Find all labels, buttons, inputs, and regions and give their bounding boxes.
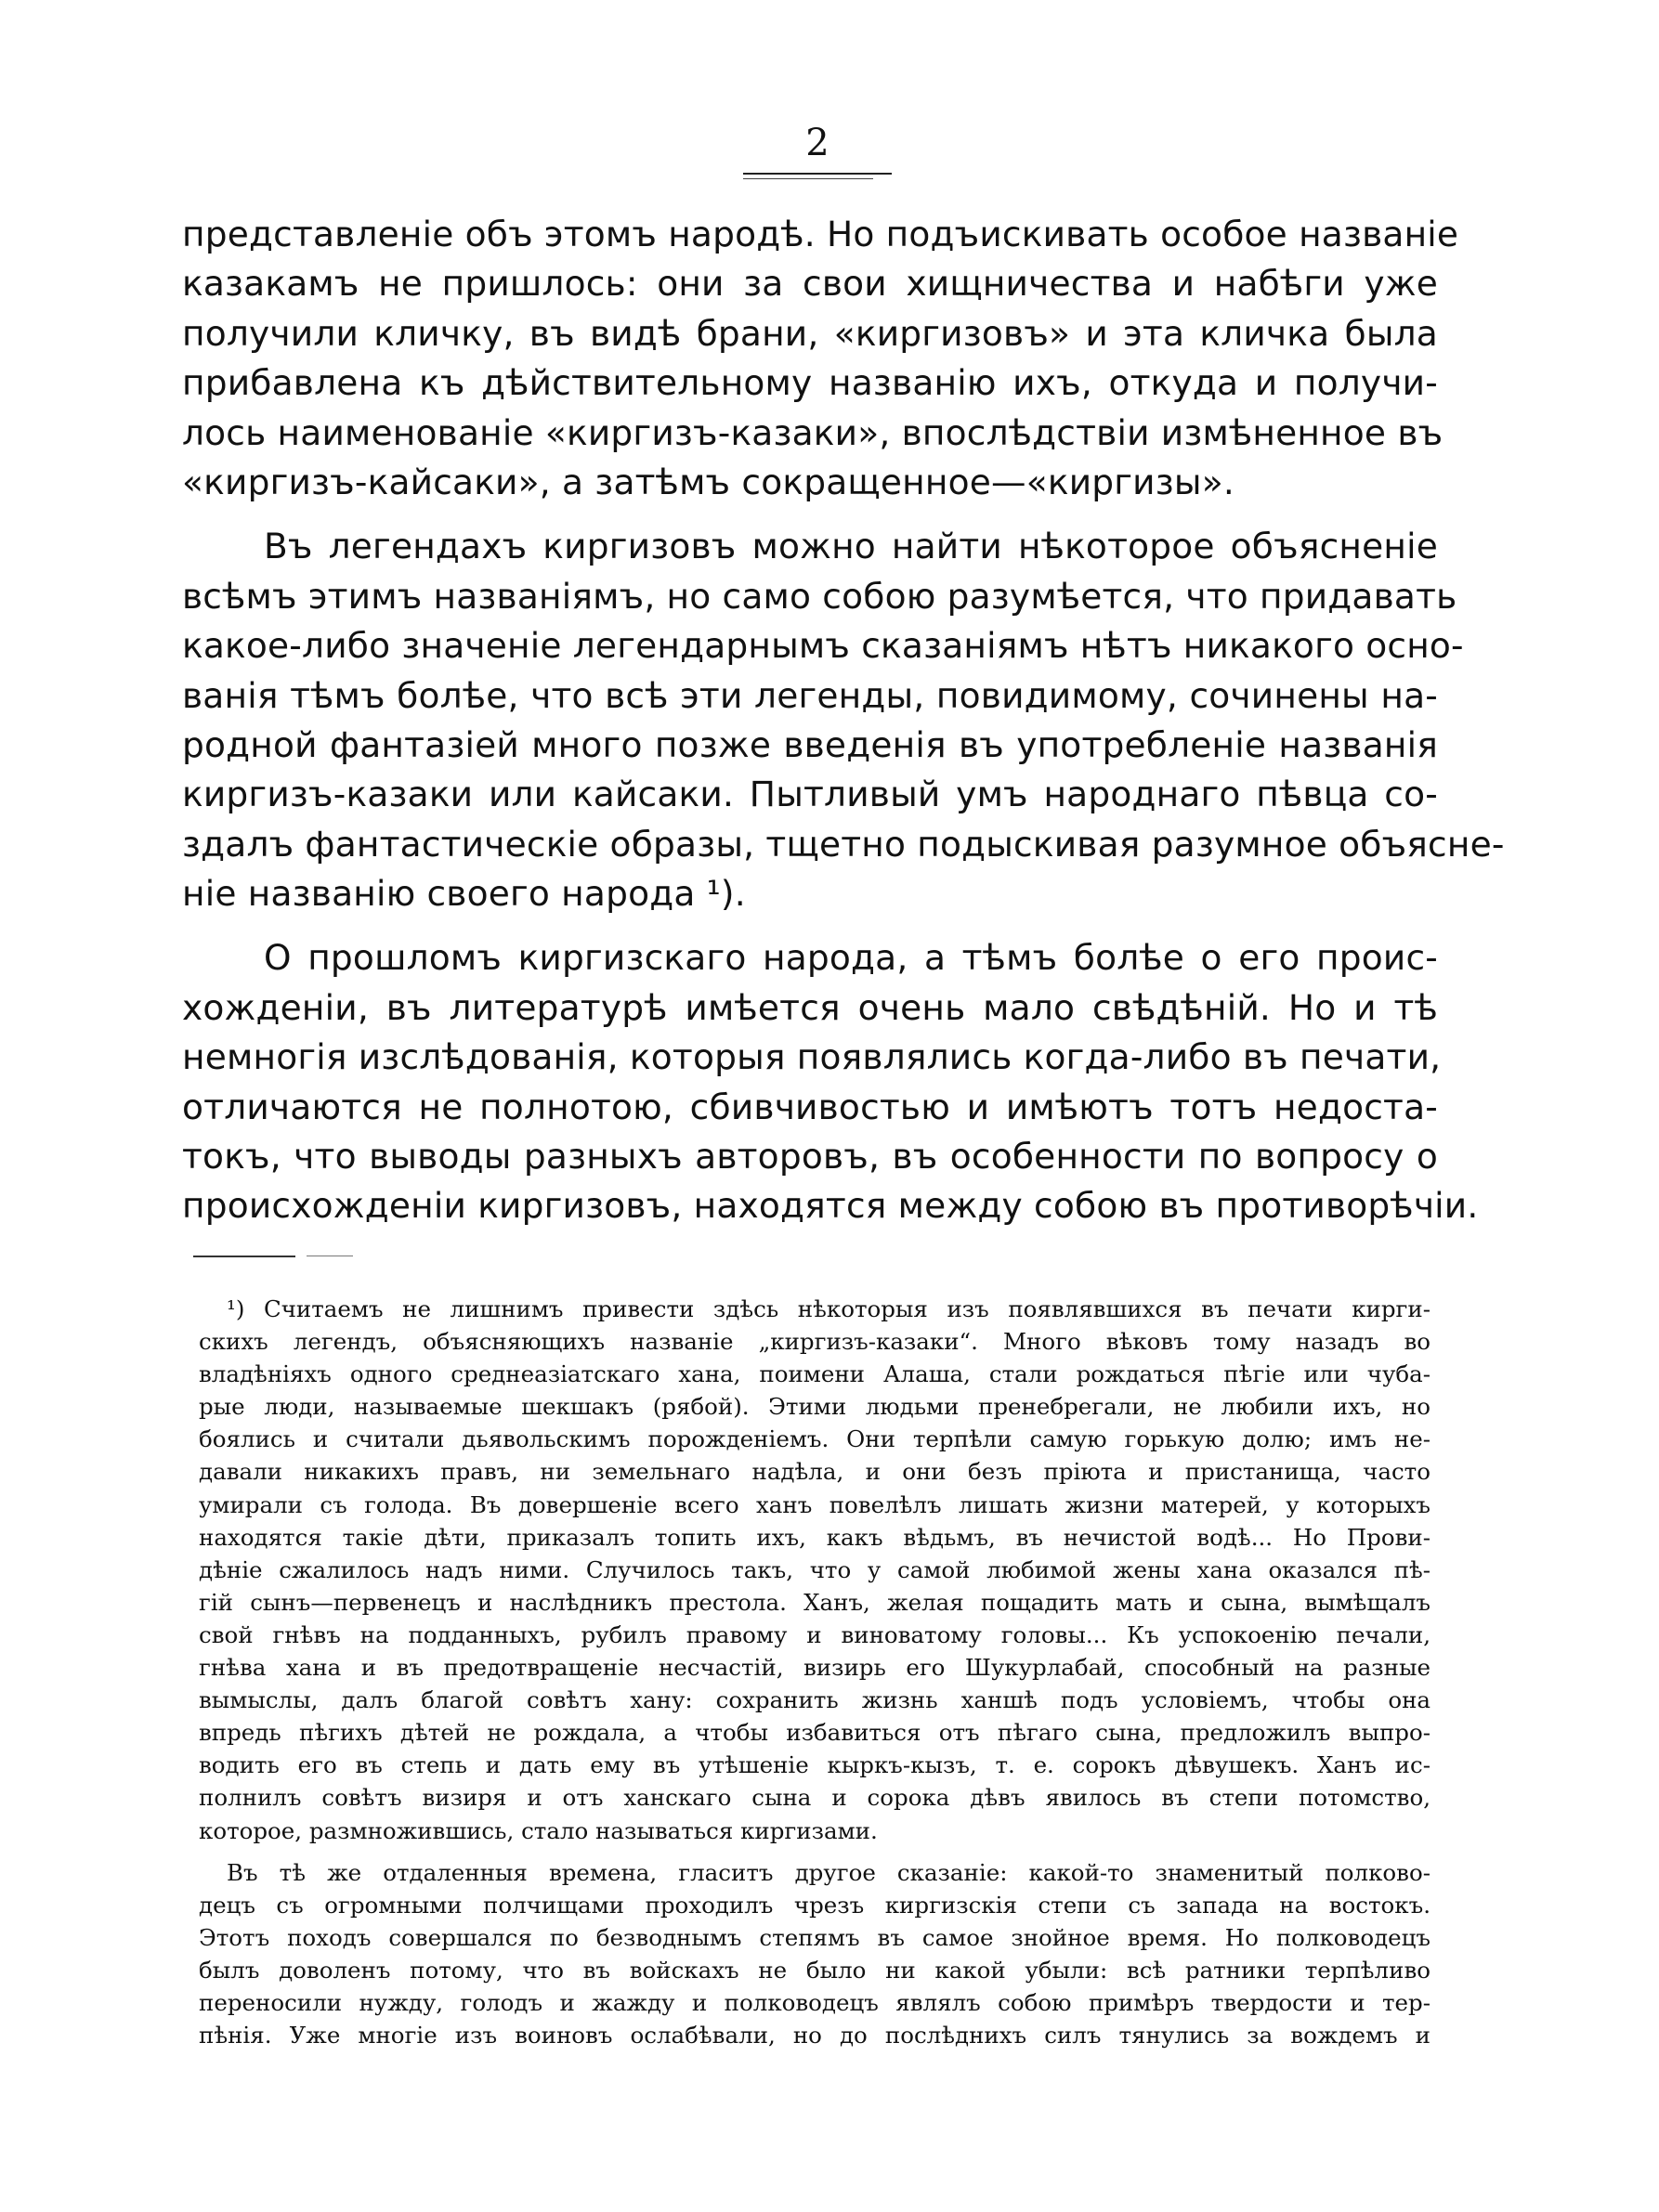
text-line: здалъ фантастическіе образы, тщетно подыскивая разумное объясне- bbox=[182, 823, 1505, 865]
text-line: немногія изслѣдованія, которыя появлялись когда-либо въ печати, bbox=[182, 1036, 1442, 1078]
text-line: прибавлена къ дѣйствительному названію ихъ, откуда и получи- bbox=[182, 362, 1438, 404]
footnote-line: пѣнія. Уже многіе изъ воиновъ ослабѣвали, но до послѣднихъ силъ тянулись за вождемъ и bbox=[199, 2022, 1430, 2049]
footnote-line: впредь пѣгихъ дѣтей не рождала, а чтобы избавиться отъ пѣгаго сына, предложилъ выпро- bbox=[199, 1719, 1430, 1747]
footnote-line: боялись и считали дьявольскимъ порожденіемъ. Они терпѣли самую горькую долю; имъ не- bbox=[199, 1425, 1430, 1453]
footnote-line: Этотъ походъ совершался по безводнымъ степямъ въ самое знойное время. Но полководецъ bbox=[199, 1923, 1430, 1951]
paragraph bbox=[182, 210, 1459, 507]
page-number-rule bbox=[743, 173, 892, 175]
footnote-line: умирали съ голода. Въ довершеніе всего ханъ повелѣлъ лишать жизни матерей, у которыхъ bbox=[199, 1490, 1430, 1518]
text-line: всѣмъ этимъ названіямъ, но само собою разумѣется, что придавать bbox=[182, 575, 1457, 617]
footnote-line: скихъ легендъ, объясняющихъ названіе „киргизъ-казаки“. Много вѣковъ тому назадъ во bbox=[199, 1328, 1430, 1356]
text-line: родной фантазіей много позже введенія въ употребленіе названія bbox=[182, 723, 1438, 765]
footnote-paragraph bbox=[199, 1293, 1430, 1847]
text-line: происхожденіи киргизовъ, находятся между собою въ противорѣчіи. bbox=[182, 1185, 1479, 1227]
footnote-line: рые люди, называемые шекшакъ (рябой). Этими людьми пренебрегали, не любили ихъ, но bbox=[199, 1393, 1430, 1421]
footnote-line: вымыслы, далъ благой совѣтъ хану: сохранить жизнь ханшѣ подъ условіемъ, чтобы она bbox=[199, 1686, 1430, 1714]
footnote-line: находятся такіе дѣти, приказалъ топить ихъ, какъ вѣдьмъ, въ нечистой водѣ... Но Прови- bbox=[199, 1523, 1430, 1551]
text-line: отличаются не полнотою, сбивчивостью и имѣютъ тотъ недоста- bbox=[182, 1086, 1438, 1127]
footnote-line: гій сынъ—первенецъ и наслѣдникъ престола. Ханъ, желая пощадить мать и сына, вымѣщалъ bbox=[199, 1588, 1430, 1616]
footnote-line: переносили нужду, голодъ и жажду и полководецъ являлъ собою примѣръ твердости и тер- bbox=[199, 1988, 1430, 2016]
footnote-line: гнѣва хана и въ предотвращеніе несчастій, визирь его Шукурлабай, способный на разные bbox=[199, 1654, 1430, 1682]
text-line: получили кличку, въ видѣ брани, «киргизовъ» и эта кличка была bbox=[182, 312, 1438, 354]
footnote-line: давали никакихъ правъ, ни земельнаго надѣла, и они безъ пріюта и пристанища, часто bbox=[199, 1458, 1430, 1486]
text-line: киргизъ-казаки или кайсаки. Пытливый умъ народнаго пѣвца со- bbox=[182, 774, 1438, 815]
footnote-line: ¹) Считаемъ не лишнимъ привести здѣсь нѣкоторыя изъ появлявшихся въ печати кирги- bbox=[227, 1295, 1430, 1322]
text-line: Въ легендахъ киргизовъ можно найти нѣкоторое объясненіе bbox=[264, 526, 1438, 567]
text-line: какое-либо значеніе легендарнымъ сказаніямъ нѣтъ никакого осно- bbox=[182, 625, 1464, 667]
footnote-line: былъ доволенъ потому, что въ войскахъ не было ни какой убыли: всѣ ратники терпѣливо bbox=[199, 1956, 1430, 1984]
footnote-line: водить его въ степь и дать ему въ утѣшеніе кыркъ-кызъ, т. е. сорокъ дѣвушекъ. Ханъ ис- bbox=[199, 1751, 1430, 1779]
page-number: 2 bbox=[805, 122, 830, 164]
text-line: представленіе объ этомъ народѣ. Но подъискивать особое названіе bbox=[182, 214, 1459, 254]
page-number-rule-thin bbox=[743, 178, 873, 179]
text-line: казакамъ не пришлось: они за свои хищничества и набѣги уже bbox=[182, 263, 1438, 305]
footnote-separator bbox=[193, 1256, 295, 1257]
text-line: ніе названію своего народа ¹). bbox=[182, 873, 746, 915]
footnote-paragraph bbox=[199, 1856, 1430, 2052]
text-line: О прошломъ киргизскаго народа, а тѣмъ болѣе о его проис- bbox=[264, 937, 1438, 979]
footnote-line: которое, размножившись, стало называться киргизами. bbox=[199, 1816, 878, 1844]
text-line: ванія тѣмъ болѣе, что всѣ эти легенды, повидимому, сочинены на- bbox=[182, 674, 1438, 716]
footnote-line: владѣніяхъ одного среднеазіатскаго хана, поимени Алаша, стали рождаться пѣгіе или чуба- bbox=[199, 1360, 1430, 1388]
footnotes bbox=[199, 1293, 1430, 2051]
text-line: лось наименованіе «киргизъ-казаки», впослѣдствіи измѣненное въ bbox=[182, 411, 1443, 453]
footnote-line: Въ тѣ же отдаленныя времена, гласитъ другое сказаніе: какой-то знаменитый полково- bbox=[227, 1858, 1430, 1886]
text-line: хожденіи, въ литературѣ имѣется очень мало свѣдѣній. Но и тѣ bbox=[182, 986, 1438, 1028]
text-line: токъ, что выводы разныхъ авторовъ, въ особенности по вопросу о bbox=[182, 1136, 1438, 1178]
paragraph bbox=[182, 522, 1505, 918]
paragraph bbox=[182, 933, 1479, 1230]
main-text bbox=[182, 210, 1505, 1231]
text-line: «киргизъ-кайсаки», а затѣмъ сокращенное—«киргизы». bbox=[182, 461, 1234, 502]
footnote-line: полнилъ совѣтъ визиря и отъ ханскаго сына и сорока дѣвъ явилось въ степи потомство, bbox=[199, 1784, 1430, 1812]
footnote-line: децъ съ огромными полчищами проходилъ чрезъ киргизскія степи съ запада на востокъ. bbox=[199, 1891, 1430, 1919]
footnote-line: свой гнѣвъ на подданныхъ, рубилъ правому и виноватому головы... Къ успокоенію печали, bbox=[199, 1620, 1430, 1648]
footnote-line: дѣніе сжалилось надъ ними. Случилось такъ, что у самой любимой жены хана оказался пѣ- bbox=[199, 1555, 1430, 1583]
